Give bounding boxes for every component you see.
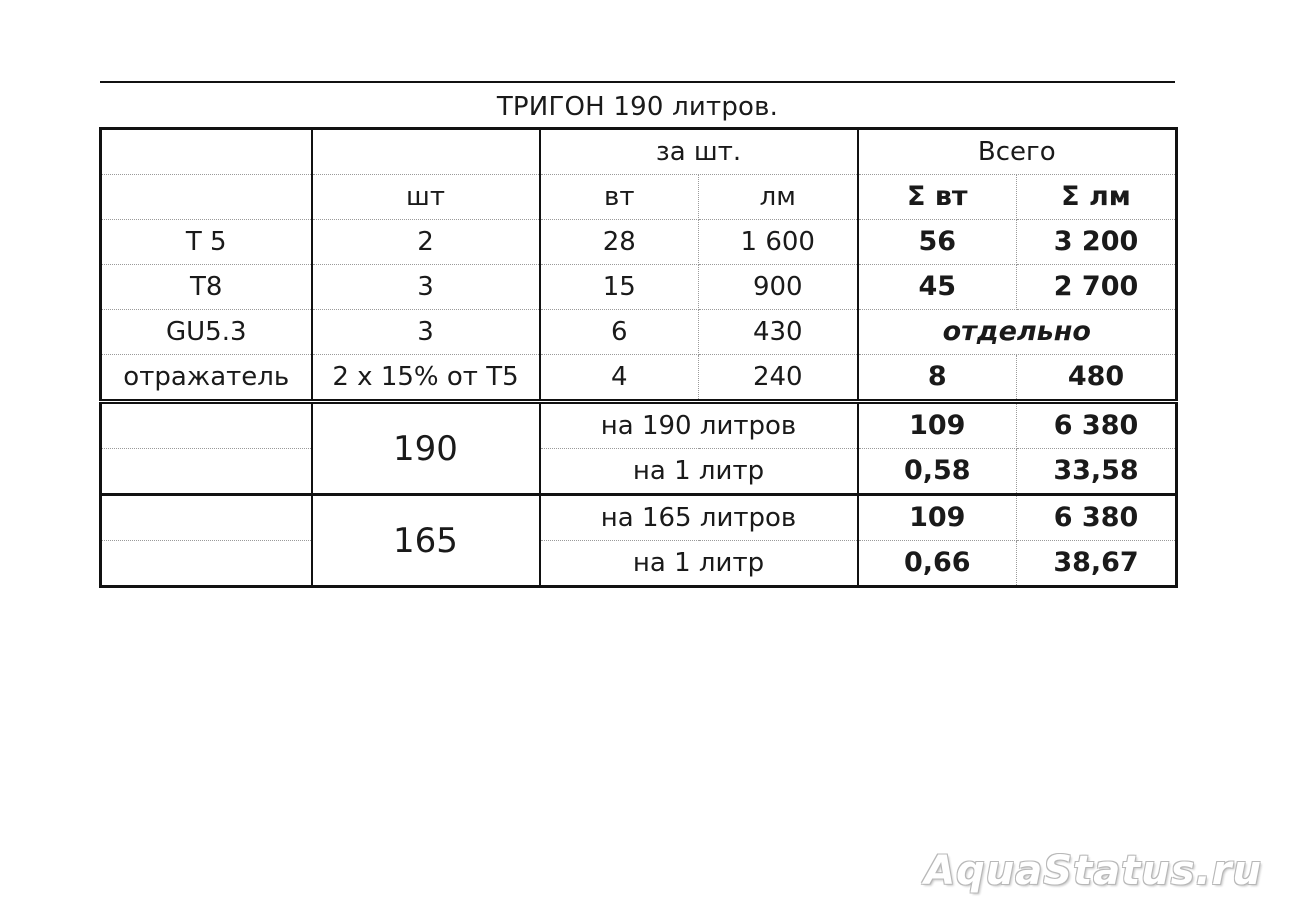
row-name: GU5.3: [101, 310, 312, 355]
row-qty: 3: [312, 310, 540, 355]
row-w: 6: [540, 310, 699, 355]
summary-per-liter-label: на 1 литр: [540, 449, 858, 495]
row-qty: 2: [312, 220, 540, 265]
header-lm: лм: [699, 175, 858, 220]
summary-row: [101, 541, 1177, 587]
summary-per-liter-lm: 33,58: [1017, 449, 1177, 495]
lighting-table: [99, 127, 1178, 588]
row-lm: 240: [699, 355, 858, 402]
summary-volume: 165: [312, 495, 540, 587]
header-row-1: [101, 129, 1177, 175]
header-sum-lm: Σ лм: [1017, 175, 1177, 220]
summary-row: [101, 495, 1177, 541]
summary-per-liter-lm: 38,67: [1017, 541, 1177, 587]
watermark: AquaStatus.ru: [924, 848, 1262, 894]
header-empty-1: [101, 129, 312, 175]
row-qty: 2 х 15% от Т5: [312, 355, 540, 402]
summary-per-liter-w: 0,58: [858, 449, 1017, 495]
table-row: [101, 265, 1177, 310]
summary-row: [101, 449, 1177, 495]
table-row: [101, 220, 1177, 265]
row-sum-w: 45: [858, 265, 1017, 310]
row-sum-lm: 3 200: [1017, 220, 1177, 265]
row-lm: 1 600: [699, 220, 858, 265]
summary-total-label: на 190 литров: [540, 402, 858, 449]
summary-per-liter-w: 0,66: [858, 541, 1017, 587]
row-name: Т8: [101, 265, 312, 310]
row-w: 28: [540, 220, 699, 265]
row-lm: 430: [699, 310, 858, 355]
row-sum-w: 8: [858, 355, 1017, 402]
summary-row: [101, 402, 1177, 449]
header-total: Всего: [858, 129, 1177, 175]
top-rule: [100, 81, 1175, 83]
summary-empty: [101, 449, 312, 495]
summary-per-liter-label: на 1 литр: [540, 541, 858, 587]
summary-total-w: 109: [858, 402, 1017, 449]
summary-total-w: 109: [858, 495, 1017, 541]
page-title: ТРИГОН 190 литров.: [496, 92, 779, 122]
header-sum-w: Σ вт: [858, 175, 1017, 220]
row-name: отражатель: [101, 355, 312, 402]
row-sum-lm: 480: [1017, 355, 1177, 402]
row-sum-lm: 2 700: [1017, 265, 1177, 310]
summary-volume: 190: [312, 402, 540, 495]
summary-empty: [101, 541, 312, 587]
summary-total-label: на 165 литров: [540, 495, 858, 541]
row-separately: отдельно: [858, 310, 1177, 355]
row-sum-w: 56: [858, 220, 1017, 265]
row-lm: 900: [699, 265, 858, 310]
summary-empty: [101, 495, 312, 541]
table-row: [101, 355, 1177, 402]
summary-total-lm: 6 380: [1017, 495, 1177, 541]
row-w: 15: [540, 265, 699, 310]
header-per-unit: за шт.: [540, 129, 858, 175]
header-qty: шт: [312, 175, 540, 220]
summary-empty: [101, 402, 312, 449]
header-row-2: [101, 175, 1177, 220]
header-w: вт: [540, 175, 699, 220]
row-name: Т 5: [101, 220, 312, 265]
summary-total-lm: 6 380: [1017, 402, 1177, 449]
table-row: [101, 310, 1177, 355]
row-w: 4: [540, 355, 699, 402]
row-qty: 3: [312, 265, 540, 310]
header-empty-2: [312, 129, 540, 175]
header-empty-3: [101, 175, 312, 220]
